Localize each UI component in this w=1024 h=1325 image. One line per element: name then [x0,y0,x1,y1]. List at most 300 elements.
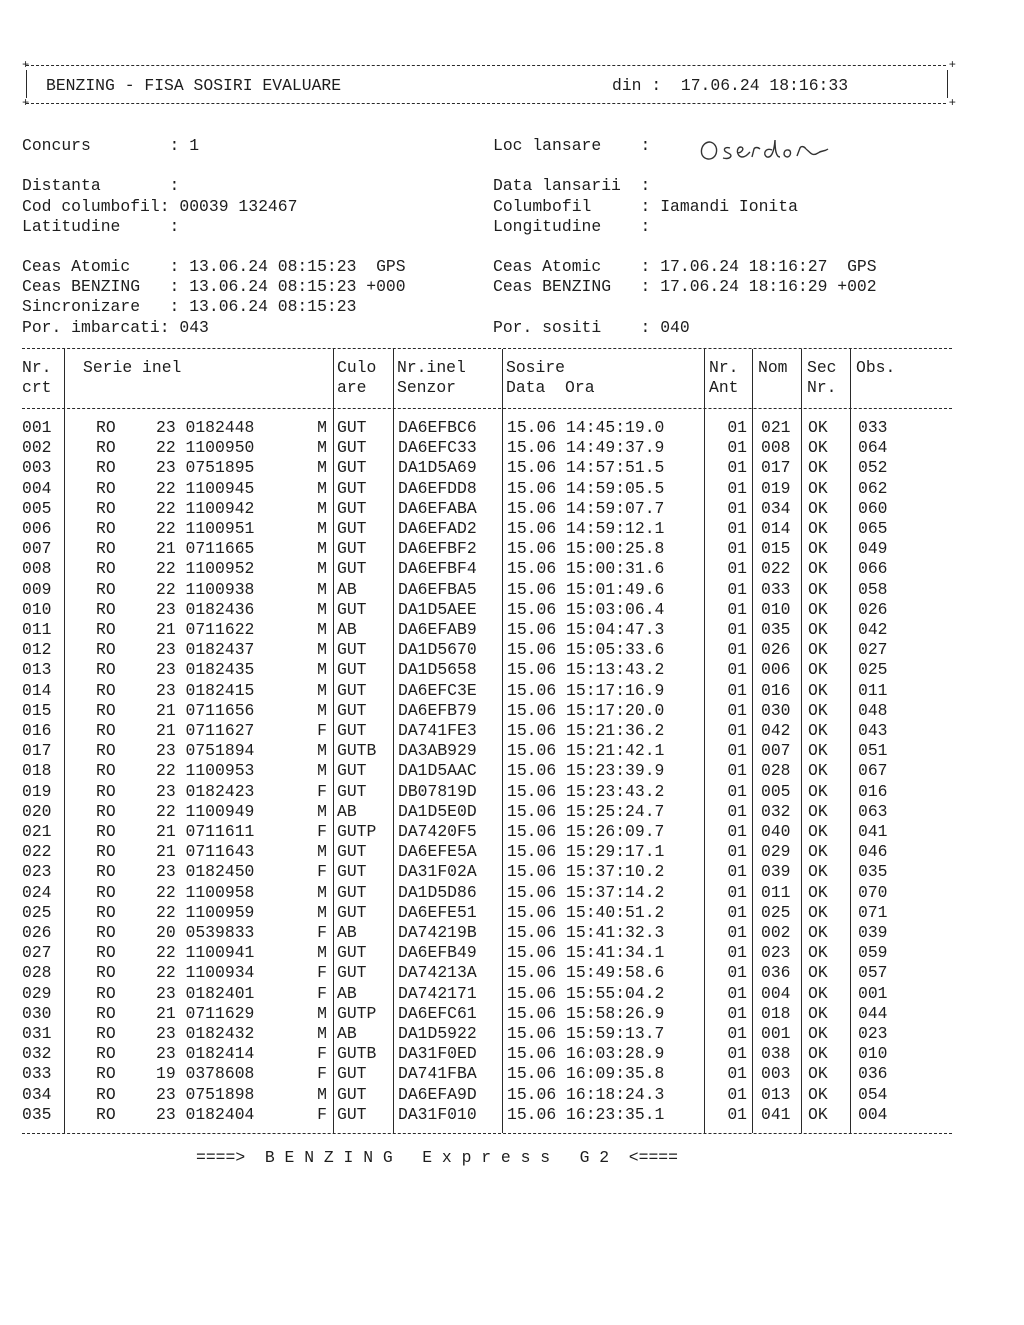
table-cell: RO [96,458,116,478]
table-cell: GUT [337,660,367,680]
table-cell: 22 1100959 [156,902,255,922]
table-cell: 049 [858,539,888,559]
table-cell: M [317,620,327,639]
table-cell: GUT [337,640,367,660]
table-cell: RO [96,943,116,963]
table-cell: 009 [22,579,52,599]
footer-banner: ====> B E N Z I N G E x p r e s s G 2 <==== [196,1148,678,1167]
table-cell: 035 [22,1104,52,1124]
table-cell: 21 0711643 [156,842,255,862]
table-cell: 15.06 15:17:16.9 [507,680,665,700]
columbofil-line: Columbofil : Iamandi Ionita [493,197,798,216]
table-cell: M [317,680,327,700]
table-cell: 15.06 15:00:25.8 [507,539,665,559]
column-header: Senzor [397,378,457,397]
table-cell: M [317,902,327,922]
table-cell: OK [808,761,828,781]
table-cell: M [317,1003,327,1023]
table-cell: RO [96,539,116,559]
table-cell: 023 [22,862,52,882]
table-cell: 034 [761,498,791,518]
table-cell: AB [337,923,357,942]
table-cell: 01 [727,599,747,619]
table-cell: 039 [858,923,888,942]
table-cell: OK [808,983,828,1003]
table-cell: 001 [761,1024,791,1043]
column-divider [752,349,753,1133]
table-cell: M [317,761,327,781]
table-cell: 23 0182401 [156,983,255,1003]
table-cell: 026 [22,923,52,942]
table-cell: 15.06 14:57:51.5 [507,458,665,478]
table-cell: 063 [858,801,888,821]
table-cell: DA6EFBC6 [398,418,477,437]
table-cell: 01 [727,1044,747,1064]
table-cell: M [317,1024,327,1043]
table-cell: 01 [727,721,747,740]
ceas-benzing-left: Ceas BENZING : 13.06.24 08:15:23 +000 [22,277,406,296]
table-cell: GUT [337,721,367,740]
data-lansarii-line: Data lansarii : [493,176,651,195]
table-cell: GUT [337,943,367,963]
latitudine-line: Latitudine : [22,217,180,236]
table-cell: 15.06 15:41:34.1 [507,943,665,963]
table-cell: 054 [858,1084,888,1104]
column-header: Data Ora [506,378,595,397]
frame-corner: + [948,96,956,110]
table-cell: 016 [761,680,791,700]
table-cell: 15.06 15:37:14.2 [507,882,665,902]
table-cell: RO [96,660,116,680]
table-cell: DA3AB929 [398,741,477,761]
column-header: Nr.inel [397,358,466,377]
column-divider [850,349,851,1133]
table-cell: 01 [727,963,747,983]
table-cell: M [317,882,327,902]
table-cell: GUT [337,781,367,801]
table-cell: 014 [761,519,791,538]
table-cell: GUT [337,478,367,498]
table-cell: 01 [727,902,747,922]
table-cell: M [317,418,327,437]
table-cell: 23 0182435 [156,660,255,680]
table-cell: 15.06 15:23:43.2 [507,781,665,801]
table-cell: 040 [761,822,791,841]
table-cell: 23 0182415 [156,680,255,700]
table-cell: 003 [22,458,52,478]
table-cell: OK [808,1104,828,1124]
table-cell: 15.06 14:59:12.1 [507,519,665,538]
table-cell: 01 [727,700,747,720]
table-cell: 018 [761,1003,791,1023]
frame-corner: + [22,58,30,72]
table-cell: 029 [761,842,791,862]
table-cell: 006 [761,660,791,680]
table-cell: OK [808,1064,828,1084]
table-cell: 027 [22,943,52,963]
table-cell: 025 [761,902,791,922]
table-cell: M [317,458,327,478]
table-cell: F [317,721,327,740]
table-cell: RO [96,498,116,518]
table-cell: OK [808,721,828,740]
table-cell: OK [808,943,828,963]
table-cell: 22 1100938 [156,579,255,599]
table-cell: 042 [858,620,888,639]
table-cell: 19 0378608 [156,1064,255,1084]
table-cell: OK [808,923,828,942]
table-cell: 004 [858,1104,888,1124]
longitudine-line: Longitudine : [493,217,651,236]
table-cell: 010 [761,599,791,619]
table-cell: GUT [337,438,367,458]
table-cell: 23 0182450 [156,862,255,882]
column-divider [801,349,802,1133]
table-cell: DA6EFB79 [398,700,477,720]
table-cell: 004 [761,983,791,1003]
table-cell: DA74219B [398,923,477,942]
table-cell: RO [96,579,116,599]
table-cell: GUT [337,700,367,720]
table-cell: 019 [761,478,791,498]
table-cell: OK [808,680,828,700]
table-cell: 035 [858,862,888,882]
column-header: Sosire [506,358,566,377]
table-cell: DA1D5E0D [398,801,477,821]
table-cell: 15.06 14:59:05.5 [507,478,665,498]
table-cell: GUT [337,862,367,882]
table-cell: 15.06 15:05:33.6 [507,640,665,660]
table-cell: 01 [727,822,747,841]
column-divider [704,349,705,1133]
table-cell: F [317,822,327,841]
table-cell: RO [96,781,116,801]
table-cell: 01 [727,559,747,579]
table-cell: 15.06 15:03:06.4 [507,599,665,619]
table-cell: DA6EFAD2 [398,519,477,538]
table-cell: 036 [858,1064,888,1084]
table-cell: 001 [858,983,888,1003]
table-cell: DA7420F5 [398,822,477,841]
column-header: Ant [709,378,739,397]
table-cell: 004 [22,478,52,498]
table-cell: 017 [761,458,791,478]
table-cell: RO [96,1084,116,1104]
table-cell: RO [96,519,116,538]
table-cell: DA6EFABA [398,498,477,518]
table-cell: 15.06 15:00:31.6 [507,559,665,579]
table-cell: 01 [727,478,747,498]
table-cell: 023 [858,1024,888,1043]
table-cell: M [317,741,327,761]
table-cell: RO [96,438,116,458]
table-cell: OK [808,862,828,882]
table-cell: 021 [761,418,791,437]
table-cell: 15.06 15:23:39.9 [507,761,665,781]
table-cell: 027 [858,640,888,660]
handwritten-loc-lansare [696,132,836,166]
table-cell: 035 [761,620,791,639]
table-cell: GUT [337,539,367,559]
table-cell: 22 1100934 [156,963,255,983]
table-cell: F [317,983,327,1003]
table-cell: GUT [337,498,367,518]
table-cell: 048 [858,700,888,720]
table-cell: 021 [22,822,52,841]
table-cell: DA6EFAB9 [398,620,477,639]
table-cell: 031 [22,1024,52,1043]
table-cell: OK [808,418,828,437]
table-cell: DA741FBA [398,1064,477,1084]
table-cell: 020 [22,801,52,821]
table-cell: 23 0751898 [156,1084,255,1104]
table-cell: DA6EFA9D [398,1084,477,1104]
frame-right-border [947,70,948,98]
table-cell: 016 [22,721,52,740]
table-cell: RO [96,882,116,902]
table-cell: 22 1100953 [156,761,255,781]
table-cell: 028 [22,963,52,983]
table-cell: DA1D5658 [398,660,477,680]
table-cell: 01 [727,498,747,518]
table-cell: 030 [22,1003,52,1023]
table-cell: M [317,801,327,821]
table-cell: DA6EFBF4 [398,559,477,579]
table-cell: 22 1100945 [156,478,255,498]
table-cell: 23 0182437 [156,640,255,660]
table-cell: M [317,498,327,518]
column-header: Nr. [807,378,837,397]
table-cell: 015 [761,539,791,559]
table-cell: DA1D5AEE [398,599,477,619]
table-cell: 015 [22,700,52,720]
table-cell: RO [96,680,116,700]
table-cell: RO [96,761,116,781]
table-cell: OK [808,599,828,619]
table-cell: 23 0182414 [156,1044,255,1064]
table-cell: 002 [22,438,52,458]
table-cell: GUT [337,418,367,437]
table-cell: 034 [22,1084,52,1104]
table-cell: 01 [727,620,747,639]
table-cell: 010 [22,599,52,619]
table-cell: DA31F010 [398,1104,477,1124]
table-cell: M [317,559,327,579]
frame-bottom-border [26,103,946,104]
table-cell: 017 [22,741,52,761]
table-cell: 01 [727,1104,747,1124]
table-cell: 039 [761,862,791,882]
table-cell: 15.06 15:26:09.7 [507,822,665,841]
table-cell: 21 0711629 [156,1003,255,1023]
table-cell: RO [96,1044,116,1064]
table-cell: RO [96,640,116,660]
table-cell: 042 [761,721,791,740]
table-cell: RO [96,963,116,983]
table-cell: AB [337,579,357,599]
table-cell: 01 [727,862,747,882]
table-cell: OK [808,963,828,983]
table-cell: M [317,660,327,680]
table-cell: 15.06 16:09:35.8 [507,1064,665,1084]
table-cell: DA6EFDD8 [398,478,477,498]
table-separator [22,408,952,409]
table-cell: 15.06 15:01:49.6 [507,579,665,599]
table-cell: OK [808,579,828,599]
table-cell: F [317,923,327,942]
table-cell: 23 0182436 [156,599,255,619]
table-cell: 033 [858,418,888,437]
frame-corner: + [22,96,30,110]
table-cell: M [317,640,327,660]
table-cell: 15.06 15:49:58.6 [507,963,665,983]
table-cell: F [317,1044,327,1064]
table-cell: 15.06 15:21:36.2 [507,721,665,740]
column-header: Serie inel [83,358,182,377]
column-divider [64,349,65,1133]
table-cell: 01 [727,1003,747,1023]
table-cell: 011 [761,882,791,902]
table-cell: 052 [858,458,888,478]
table-cell: 21 0711656 [156,700,255,720]
table-cell: OK [808,902,828,922]
por-imbarcati-line: Por. imbarcati: 043 [22,318,209,337]
table-cell: RO [96,902,116,922]
table-cell: 22 1100942 [156,498,255,518]
table-cell: 066 [858,559,888,579]
table-cell: GUT [337,1084,367,1104]
table-cell: 005 [22,498,52,518]
table-cell: DA31F02A [398,862,477,882]
table-cell: 014 [22,680,52,700]
table-cell: 026 [761,640,791,660]
table-cell: OK [808,1024,828,1043]
table-cell: OK [808,620,828,639]
table-cell: M [317,842,327,862]
table-cell: OK [808,1044,828,1064]
table-cell: 01 [727,983,747,1003]
table-cell: M [317,599,327,619]
table-cell: 23 0182448 [156,418,255,437]
table-cell: 012 [22,640,52,660]
table-cell: F [317,1104,327,1124]
table-cell: DA741FE3 [398,721,477,740]
table-cell: 005 [761,781,791,801]
sincronizare-line: Sincronizare : 13.06.24 08:15:23 [22,297,357,316]
table-cell: RO [96,801,116,821]
table-cell: 01 [727,1064,747,1084]
ceas-atomic-left: Ceas Atomic : 13.06.24 08:15:23 GPS [22,257,406,276]
column-header: Obs. [856,358,896,377]
table-cell: M [317,943,327,963]
table-cell: 15.06 15:55:04.2 [507,983,665,1003]
table-cell: DA6EFC33 [398,438,477,458]
table-cell: GUT [337,458,367,478]
table-cell: OK [808,882,828,902]
table-cell: 15.06 15:13:43.2 [507,660,665,680]
table-cell: RO [96,983,116,1003]
table-cell: OK [808,478,828,498]
table-cell: 01 [727,418,747,437]
por-sositi-line: Por. sositi : 040 [493,318,690,337]
table-cell: M [317,539,327,559]
table-cell: 029 [22,983,52,1003]
column-divider [393,349,394,1133]
table-cell: 15.06 15:17:20.0 [507,700,665,720]
table-cell: 019 [22,781,52,801]
table-cell: 002 [761,923,791,942]
table-cell: DA6EFE5A [398,842,477,862]
table-cell: GUT [337,1064,367,1084]
table-cell: DA74213A [398,963,477,983]
table-cell: OK [808,458,828,478]
table-cell: 030 [761,700,791,720]
table-cell: DA1D5922 [398,1024,477,1043]
table-cell: GUT [337,842,367,862]
table-cell: OK [808,822,828,841]
table-cell: OK [808,1003,828,1023]
column-divider [502,349,503,1133]
table-cell: 15.06 14:49:37.9 [507,438,665,458]
table-cell: 15.06 15:40:51.2 [507,902,665,922]
table-cell: 15.06 15:29:17.1 [507,842,665,862]
table-cell: 007 [22,539,52,559]
table-cell: RO [96,1064,116,1084]
table-cell: 01 [727,1084,747,1104]
table-cell: RO [96,599,116,619]
table-cell: 046 [858,842,888,862]
table-cell: 013 [761,1084,791,1104]
table-cell: 065 [858,519,888,538]
column-header: Culo [337,358,377,377]
table-cell: M [317,579,327,599]
table-cell: GUT [337,1104,367,1124]
table-cell: OK [808,559,828,579]
table-cell: 026 [858,599,888,619]
report-title: BENZING - FISA SOSIRI EVALUARE [46,76,342,95]
table-cell: 23 0751895 [156,458,255,478]
table-cell: M [317,519,327,538]
table-cell: 01 [727,660,747,680]
frame-top-border [26,65,946,66]
table-cell: DA6EFE51 [398,902,477,922]
table-cell: GUT [337,761,367,781]
table-cell: 011 [858,680,888,700]
table-cell: 023 [761,943,791,963]
table-cell: DA6EFBF2 [398,539,477,559]
table-cell: RO [96,822,116,841]
table-cell: 01 [727,438,747,458]
table-cell: 025 [22,902,52,922]
table-cell: 057 [858,963,888,983]
table-cell: 070 [858,882,888,902]
table-cell: GUTB [337,741,377,761]
table-cell: 033 [22,1064,52,1084]
table-cell: 043 [858,721,888,740]
table-cell: 15.06 16:18:24.3 [507,1084,665,1104]
table-cell: 23 0182423 [156,781,255,801]
table-cell: 15.06 16:03:28.9 [507,1044,665,1064]
table-cell: 038 [761,1044,791,1064]
table-cell: 071 [858,902,888,922]
column-header: Nr. [22,358,52,377]
table-cell: F [317,781,327,801]
table-cell: DA31F0ED [398,1044,477,1064]
frame-left-border [26,70,27,98]
table-cell: 01 [727,943,747,963]
table-cell: 032 [761,801,791,821]
table-cell: F [317,862,327,882]
